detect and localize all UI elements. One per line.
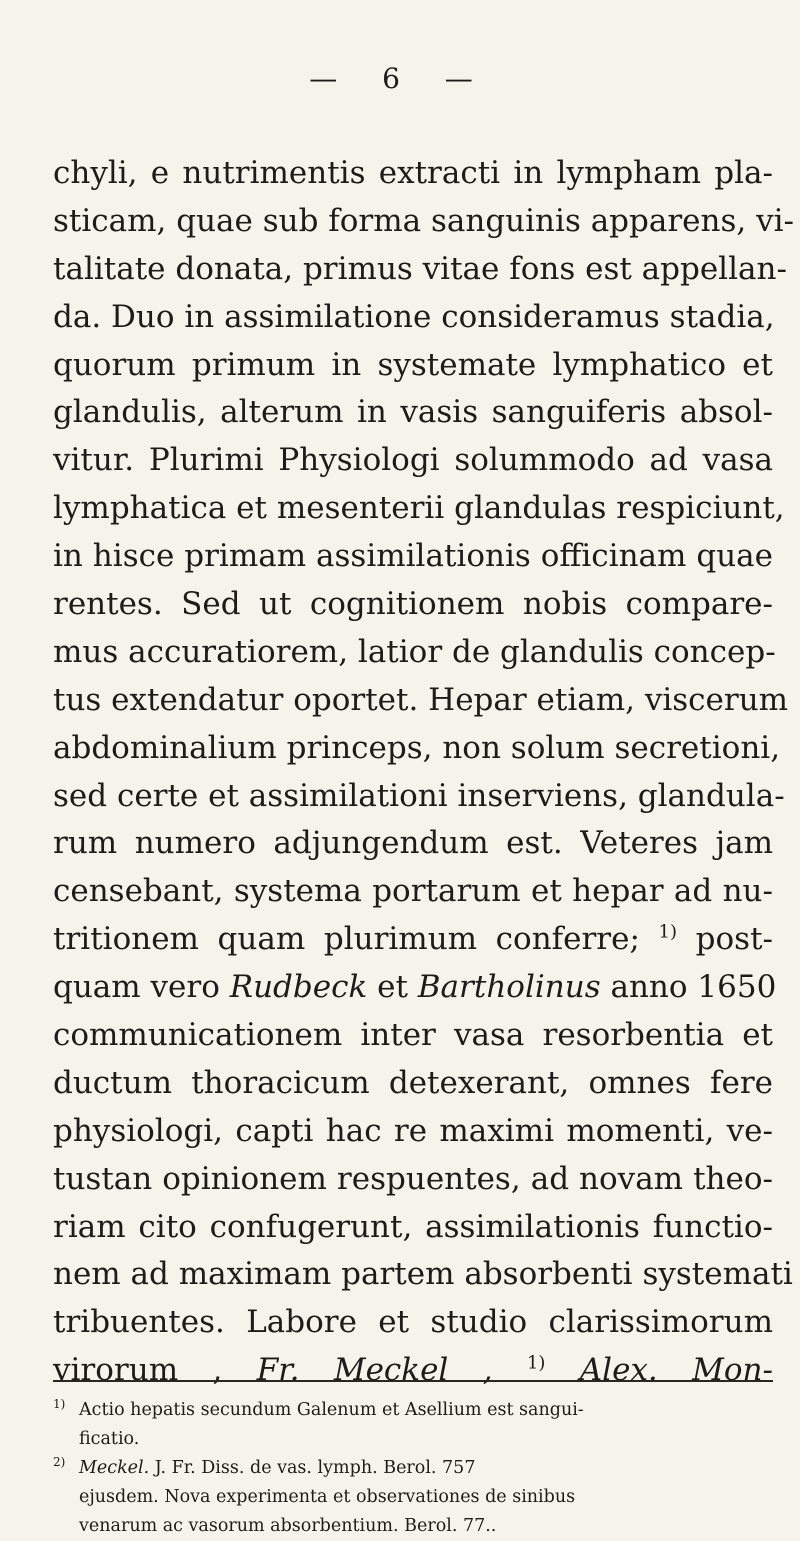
text-line: rentes. Sed ut cognitionem nobis compare- [53,586,773,623]
text-line: in hisce primam assimilationis officinam quae [53,538,773,575]
text-line: physiologi, capti hac re maximi momenti, ve- [53,1112,773,1149]
text-run: post- [695,921,774,958]
name-mon: Mon- [692,1352,774,1389]
text-line: censebant, systema portarum et hepar ad nu- [53,873,773,910]
name-meckel: Meckel , [333,1352,493,1389]
text-line: glandulis, alterum in vasis sanguiferis absol- [53,394,773,431]
footnote-divider [53,1380,773,1382]
text-line: tustan opinionem respuentes, ad novam theo- [53,1160,773,1197]
text-line: quorum primum in systemate lymphatico et [53,346,773,383]
page-number: — 6 — [309,62,491,95]
footnote [53,1396,773,1425]
text-line [53,916,773,964]
text-line: ductum thoracicum detexerant, omnes fere [53,1064,773,1101]
footnotes [53,1396,773,1541]
name-rudbeck: Rudbeck [229,969,368,1006]
footnote-line: ejusdem. Nova experimenta et observationes de sinibus [79,1487,576,1507]
text-run: quam vero [53,969,220,1006]
footnote-continuation [53,1512,773,1541]
text-line: tus extendatur oportet. Hepar etiam, viscerum [53,681,789,718]
text-line: tribuentes. Labore et studio clarissimorum [53,1304,773,1341]
name-fr: Fr. [256,1352,300,1389]
text-line: sed certe et assimilationi inserviens, glandula- [53,777,785,814]
text-line: sticam, quae sub forma sanguinis apparens, vi- [53,202,795,239]
footnote-mark: 1) [53,1397,66,1411]
footnote-line [79,1454,773,1483]
body-text [53,150,795,1395]
footnote-ref: 1) [526,1352,546,1374]
footnote-line: ficatio. [79,1429,140,1449]
footnote-continuation [53,1425,773,1454]
text-line [53,1347,773,1395]
text-line: vitur. Plurimi Physiologi solummodo ad vasa [53,442,773,479]
text-line: chyli, e nutrimentis extracti in lympham pla- [53,155,773,191]
footnote-author: Meckel. [79,1458,150,1478]
text-run: tritionem quam plurimum conferre; [53,921,640,958]
text-line: nem ad maximam partem absorbenti systemati [53,1256,793,1293]
footnote-line: venarum ac vasorum absorbentium. Berol. 77.. [79,1516,497,1536]
footnote-continuation [53,1483,773,1512]
footnote-ref: 1) [658,921,678,943]
text-line: da. Duo in assimilatione consideramus stadia, [53,298,775,335]
footnote-line: Actio hepatis secundum Galenum et Asellium est sangui- [79,1400,584,1420]
text-run: virorum , [53,1352,223,1389]
footnote-mark: 2) [53,1455,66,1469]
text-line: riam cito confugerunt, assimilationis functio- [53,1208,773,1245]
text-line: abdominalium princeps, non solum secretioni, [53,729,781,766]
text-line: mus accuratiorem, latior de glandulis concep- [53,633,776,670]
text-line: lymphatica et mesenterii glandulas respiciunt, [53,490,785,527]
text-line [53,964,777,1012]
text-line: communicationem inter vasa resorbentia et [53,1017,773,1054]
text-run: anno 1650 [610,969,777,1006]
text-line: talitate donata, primus vitae fons est appellan- [53,250,787,287]
name-bartholinus: Bartholinus [417,969,601,1006]
name-alex: Alex. [579,1352,658,1389]
footnote [53,1454,773,1483]
text-line: rum numero adjungendum est. Veteres jam [53,825,773,862]
footnote-text: J. Fr. Diss. de vas. lymph. Berol. 757 [154,1458,476,1478]
text-run: et [377,969,408,1006]
